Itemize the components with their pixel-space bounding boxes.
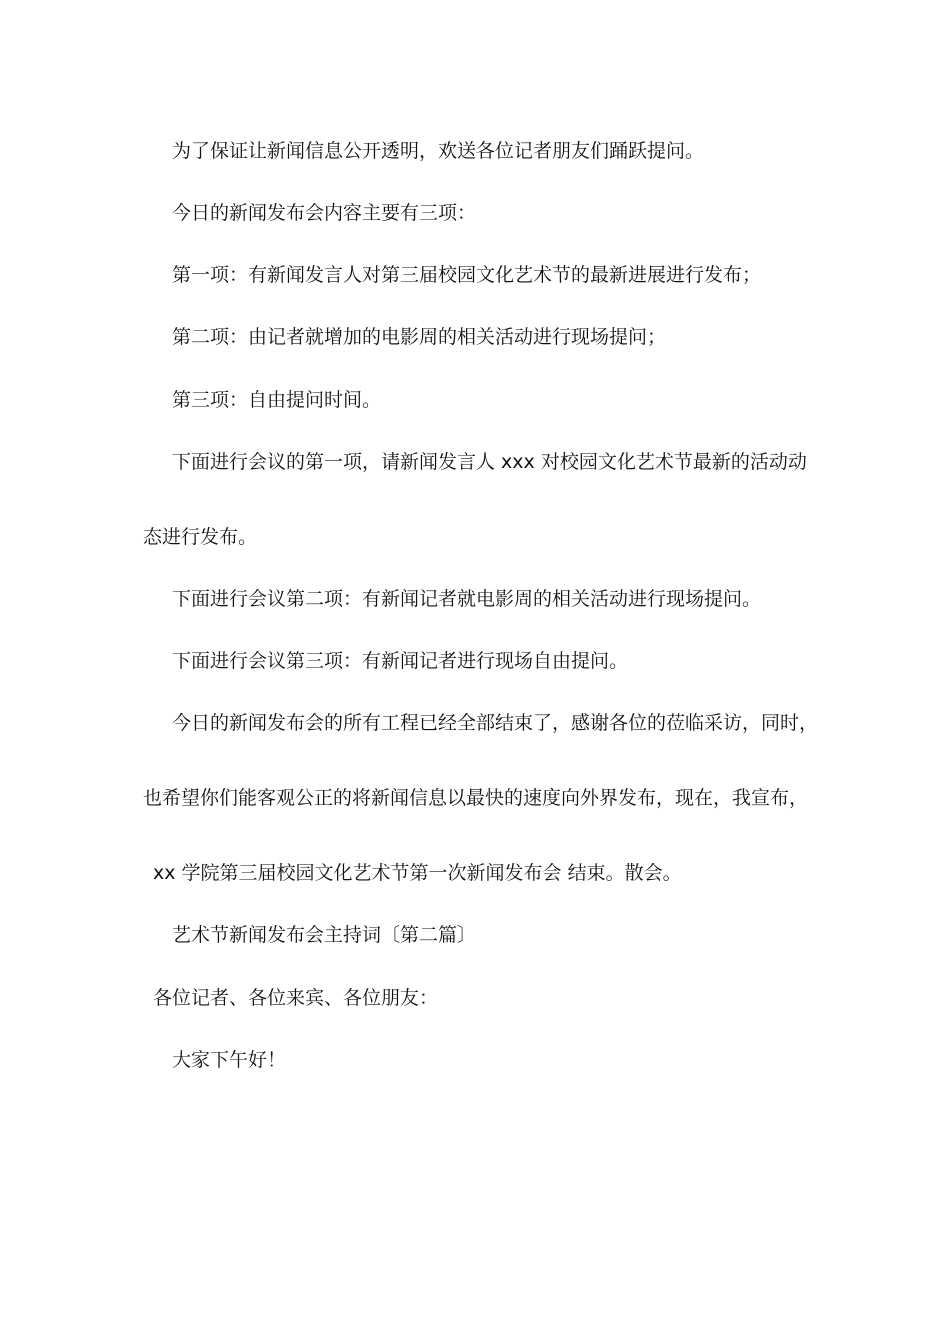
section-heading-second-article: 艺术节新闻发布会主持词〔第二篇〕: [172, 924, 477, 946]
paragraph-closing-line3: xx 学院第三届校园文化艺术节第一次新闻发布会 结束。散会。: [153, 862, 682, 884]
paragraph-item-one: 第一项：有新闻发言人对第三届校园文化艺术节的最新进展进行发布；: [172, 264, 762, 286]
greeting: 大家下午好！: [172, 1049, 287, 1071]
paragraph-second-item: 下面进行会议第二项：有新闻记者就电影周的相关活动进行现场提问。: [172, 588, 762, 610]
paragraph-item-two: 第二项：由记者就增加的电影周的相关活动进行现场提问；: [172, 326, 667, 348]
paragraph-first-item-line1: 下面进行会议的第一项，请新闻发言人 xxx 对校园文化艺术节最新的活动动: [172, 451, 807, 473]
paragraph-closing-line2: 也希望你们能客观公正的将新闻信息以最快的速度向外界发布，现在，我宣布，: [143, 787, 809, 809]
paragraph-welcome-questions: 为了保证让新闻信息公开透明，欢送各位记者朋友们踊跃提问。: [172, 140, 705, 162]
paragraph-agenda-intro: 今日的新闻发布会内容主要有三项：: [172, 202, 477, 224]
paragraph-closing-line1: 今日的新闻发布会的所有工程已经全部结束了，感谢各位的莅临采访，同时，: [172, 712, 819, 734]
paragraph-third-item: 下面进行会议第三项：有新闻记者进行现场自由提问。: [172, 650, 629, 672]
paragraph-item-three: 第三项：自由提问时间。: [172, 389, 382, 411]
paragraph-first-item-line2: 态进行发布。: [143, 526, 258, 548]
salutation: 各位记者、各位来宾、各位朋友：: [153, 987, 439, 1009]
